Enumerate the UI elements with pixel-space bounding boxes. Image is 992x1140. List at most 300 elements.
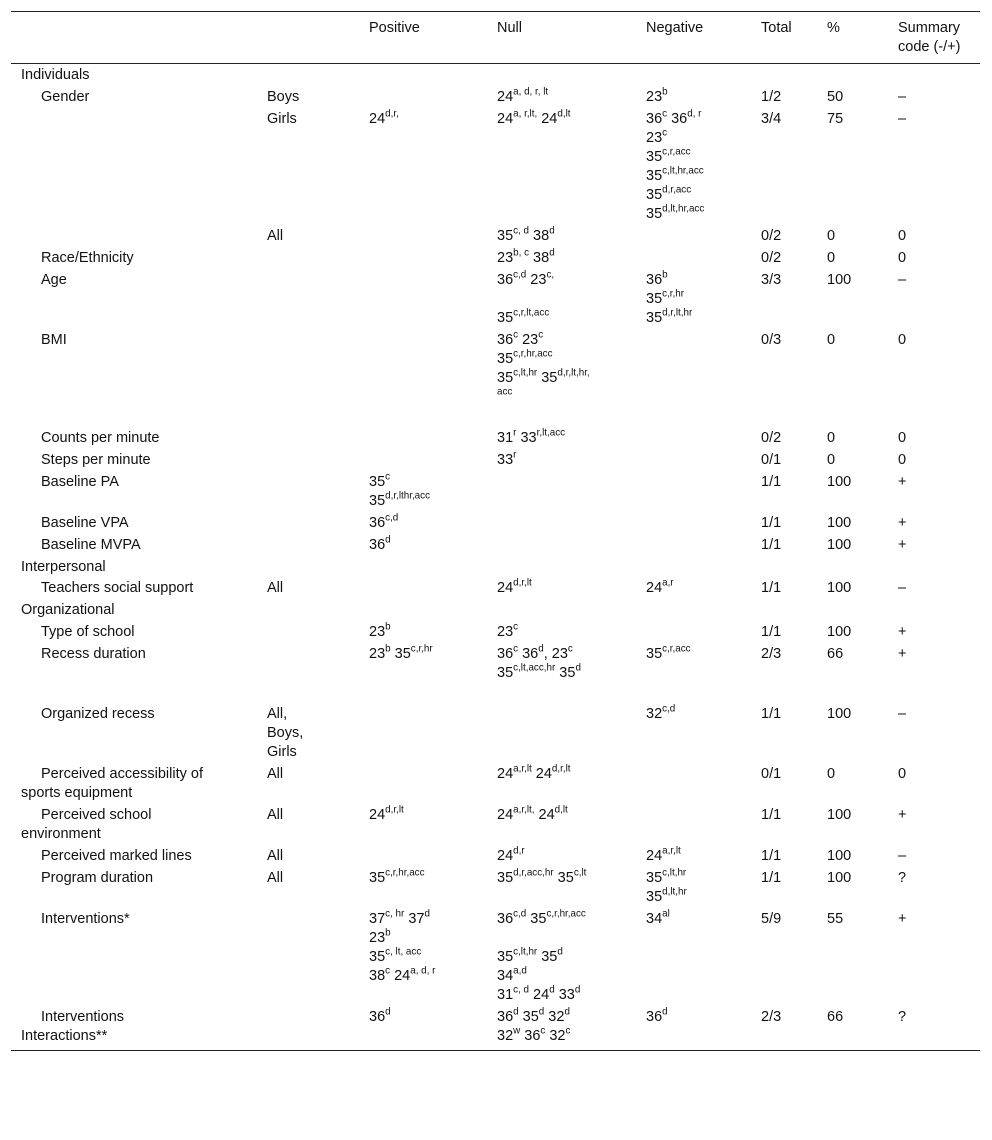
group-cell	[263, 86, 365, 108]
citation-line: $35^{c,r,lt,acc}$	[497, 307, 550, 326]
citation-line: 34$^{a,d}$	[497, 965, 527, 985]
citation-superscript: c	[513, 329, 519, 341]
positive-cell	[365, 908, 493, 1006]
table-row	[11, 225, 980, 247]
summary-code-cell: 0	[898, 429, 907, 446]
citation-line: 36$^d$	[369, 534, 391, 553]
variable-label	[21, 765, 259, 803]
variable-label-line: Perceived school	[41, 807, 152, 824]
variable-label	[21, 331, 259, 350]
citation-line: 23$^b$	[646, 86, 668, 105]
table-row	[11, 329, 980, 427]
citation-line	[497, 388, 638, 407]
variable-cell	[11, 804, 263, 845]
table-row	[11, 108, 980, 225]
group-line	[267, 536, 361, 555]
variable-label	[21, 249, 259, 268]
variable-label	[21, 869, 259, 888]
citation-superscript: d	[513, 1006, 519, 1018]
citation-superscript: d,r,lt	[551, 763, 571, 775]
header-summary-code: Summary code (-/+)	[894, 12, 980, 64]
citation-line: $35^{d,lt,hr,acc}$	[646, 203, 705, 222]
negative-cell	[642, 908, 757, 1006]
citation-superscript: a,r,lt	[662, 845, 681, 857]
variable-label-line: Interventions	[41, 1009, 125, 1026]
variable-label-line: Teachers social support	[41, 580, 194, 597]
table-row	[11, 534, 980, 556]
variable-label-line: Recess duration	[41, 646, 146, 663]
citation-line: 31$^{c, d}$ 24$^d$ 33$^d$	[497, 984, 581, 1004]
group-line: Boys	[267, 88, 300, 105]
percent-cell: 66	[827, 646, 844, 663]
summary-code-cell: ?	[894, 1006, 980, 1051]
null-cell	[493, 621, 642, 643]
citation-superscript: d,r,acc,hr	[513, 867, 554, 879]
negative-cell	[642, 845, 757, 867]
citation-line	[646, 765, 753, 784]
citation-line: $35^{c,lt,hr,acc}$	[646, 165, 704, 184]
citation-superscript: c	[567, 643, 573, 655]
summary-code-cell: –	[898, 271, 907, 288]
header-row	[11, 12, 980, 64]
citation-line: 32$^{c,d}$	[646, 703, 676, 723]
citation-line	[369, 331, 489, 350]
group-cell	[263, 763, 365, 804]
citation-line: 36$^c$ 36$^d$, 23$^c$	[497, 643, 573, 663]
negative-cell	[642, 1006, 757, 1051]
citation-superscript: c,d	[385, 512, 399, 524]
variable-label-line: BMI	[41, 331, 67, 348]
positive-cell	[365, 449, 493, 471]
citation-line: 23$^c$	[497, 621, 519, 641]
citation-superscript: d	[575, 662, 581, 674]
citation-superscript: d	[549, 225, 555, 237]
citation-line	[646, 623, 753, 642]
negative-cell	[642, 471, 757, 512]
citation-line: $35^{d,r,lthr,acc}$	[369, 490, 431, 509]
total-cell: 0/2	[761, 249, 782, 266]
variable-label-line: Race/Ethnicity	[41, 249, 134, 266]
negative-cell	[642, 512, 757, 534]
table-body	[11, 63, 980, 1051]
summary-code-cell: 0	[898, 451, 907, 468]
citation-line: 36$^{c,d}$ $23^{c,}$	[497, 269, 555, 288]
citation-line: 32$^w$ 36$^c$ 32$^c$	[497, 1025, 571, 1045]
citation-line: $35^{c,lt,hr}$ $35^{d,r,lt,hr,}$	[497, 367, 590, 386]
variable-cell	[11, 247, 263, 269]
citation-superscript: c,r,acc	[662, 643, 691, 655]
negative-cell	[642, 108, 757, 225]
summary-code-cell: +	[898, 536, 907, 553]
citation-superscript: c, hr	[385, 908, 405, 920]
citation-superscript: c	[662, 108, 668, 120]
total-cell: 0/3	[761, 331, 782, 348]
positive-cell	[365, 471, 493, 512]
header-negative: Negative	[642, 12, 757, 64]
percent-cell: 0	[827, 451, 836, 468]
group-cell	[263, 225, 365, 247]
variable-label	[21, 88, 259, 107]
citation-line: 35$^c$	[369, 471, 391, 490]
citation-line: $35^{c,r,acc}$	[646, 146, 691, 165]
negative-cell	[642, 534, 757, 556]
citation-superscript: d	[549, 984, 555, 996]
total-cell: 1/1	[761, 624, 782, 641]
group-cell	[263, 108, 365, 225]
variable-label-line: Perceived marked lines	[41, 848, 192, 865]
group-line: All	[267, 848, 284, 865]
citation-superscript: c	[513, 643, 519, 655]
negative-cell	[642, 804, 757, 845]
summary-code-cell: +	[898, 911, 907, 928]
variable-cell	[11, 703, 263, 763]
null-cell	[493, 867, 642, 908]
variable-label	[21, 847, 259, 866]
group-line: All	[267, 766, 284, 783]
citation-line: $35^{d,r,acc,hr}$ $35^{c,lt}$	[497, 867, 587, 887]
citation-superscript: a,r,lt	[513, 763, 532, 775]
citation-line	[646, 331, 753, 350]
percent-cell: 75	[827, 110, 844, 127]
percent-cell: 100	[827, 514, 852, 531]
group-line	[267, 1008, 361, 1027]
citation-superscript: c	[540, 1025, 546, 1037]
citation-line	[646, 249, 753, 268]
citation-line: 33$^r$	[497, 449, 517, 468]
citation-line: $24^{a,r,lt}$ $24^{d,r,lt}$	[497, 763, 571, 783]
citation-line	[646, 514, 753, 533]
group-cell	[263, 621, 365, 643]
group-cell	[263, 329, 365, 427]
citation-superscript: b, c	[513, 247, 530, 259]
null-cell	[493, 1006, 642, 1051]
citation-superscript: b	[385, 621, 391, 633]
citation-superscript: d,r,lt,hr	[662, 307, 693, 319]
variable-cell	[11, 867, 263, 908]
table-row	[11, 86, 980, 108]
citation-superscript: c	[385, 471, 391, 483]
variable-label	[21, 1008, 259, 1046]
citation-line: $35^{c,lt,acc,hr}$ 35$^d$	[497, 662, 581, 682]
citation-line	[369, 705, 489, 724]
group-cell	[263, 534, 365, 556]
citation-superscript: b	[385, 643, 391, 655]
null-cell	[493, 449, 642, 471]
header-total: Total	[757, 12, 823, 64]
citation-superscript: a, d, r, lt	[513, 86, 549, 98]
category-label: Interpersonal	[21, 558, 106, 575]
group-line: All	[267, 807, 284, 824]
citation-line: $35^{d,r,acc}$	[646, 184, 692, 203]
negative-cell	[642, 703, 757, 763]
citation-line: $24^{a, r,lt,}$ $24^{d,lt}$	[497, 108, 571, 127]
citation-line: $35^{c,r,hr,acc}$	[497, 348, 553, 367]
citation-superscript: d	[662, 1006, 668, 1018]
citation-line	[646, 806, 753, 825]
group-cell	[263, 269, 365, 329]
citation-superscript: d	[564, 1006, 570, 1018]
table-row	[11, 512, 980, 534]
variable-label-line: Interactions**	[21, 1028, 108, 1045]
citation-line	[369, 227, 489, 246]
percent-cell: 0	[827, 331, 836, 348]
positive-cell	[365, 763, 493, 804]
variable-cell	[11, 225, 263, 247]
group-cell	[263, 427, 365, 449]
variable-cell	[11, 621, 263, 643]
percent-cell: 0	[827, 429, 836, 446]
citation-line	[497, 514, 638, 533]
citation-line: $24^{d,r,lt}$	[369, 804, 404, 824]
group-cell	[263, 908, 365, 1006]
percent-cell: 66	[823, 1006, 894, 1051]
variable-label-line: Organized recess	[41, 706, 155, 723]
group-cell	[263, 703, 365, 763]
positive-cell	[365, 512, 493, 534]
total-cell: 0/1	[761, 766, 782, 783]
null-cell	[493, 908, 642, 1006]
citation-superscript: d	[574, 984, 581, 996]
variable-label-line: environment	[21, 826, 101, 843]
header-percent: %	[823, 12, 894, 64]
group-line	[267, 910, 361, 929]
negative-cell	[642, 269, 757, 329]
group-line: Girls	[267, 110, 297, 127]
citation-line: 36$^b$	[646, 269, 668, 288]
citation-line: 23$^b$	[369, 927, 391, 947]
citation-line: $35^{c,r,acc}$	[646, 643, 691, 663]
total-cell: 5/9	[761, 911, 782, 928]
citation-line: $35^{c,r,hr}$	[646, 288, 685, 307]
citation-superscript: c,lt,hr	[662, 867, 687, 879]
citation-line: $35^{d,r,lt,hr}$	[646, 307, 693, 326]
citation-line	[646, 473, 753, 492]
null-cell	[493, 108, 642, 225]
citation-superscript: c,r,lt,acc	[513, 307, 550, 319]
summary-code-cell: 0	[898, 766, 907, 783]
variable-label-line: Program duration	[41, 870, 154, 887]
summary-code-cell: –	[898, 848, 907, 865]
positive-cell	[365, 621, 493, 643]
total-cell: 1/2	[761, 88, 782, 105]
percent-cell: 100	[827, 706, 852, 723]
citation-line: 31$^r$ $33^{r,lt,acc}$	[497, 427, 566, 446]
citation-line	[369, 847, 489, 866]
category-row	[11, 63, 980, 85]
variable-cell	[11, 763, 263, 804]
percent-cell: 100	[827, 848, 852, 865]
group-line	[267, 645, 361, 664]
summary-code-cell: –	[898, 706, 907, 723]
summary-code-cell: –	[898, 88, 907, 105]
citation-line	[369, 271, 489, 290]
group-cell	[263, 247, 365, 269]
header-positive: Positive	[365, 12, 493, 64]
citation-line	[646, 227, 753, 246]
group-cell	[263, 804, 365, 845]
total-cell: 1/1	[761, 473, 782, 490]
citation-line	[369, 579, 489, 598]
group-cell	[263, 449, 365, 471]
citation-line: $35^{c,lt,hr}$ 35$^d$	[497, 946, 563, 966]
citation-superscript: d,lt	[557, 108, 571, 120]
total-cell: 2/3	[761, 646, 782, 663]
citation-line: $24^{d,r,}$	[369, 108, 399, 127]
citation-line	[369, 249, 489, 268]
percent-cell: 0	[827, 766, 836, 783]
summary-code-cell: +	[898, 514, 907, 531]
variable-label	[21, 271, 259, 290]
table-row	[11, 867, 980, 908]
null-cell	[493, 269, 642, 329]
citation-superscript: c	[385, 965, 391, 977]
summary-code-cell: 0	[898, 249, 907, 266]
positive-cell	[365, 643, 493, 703]
citation-line	[497, 705, 638, 724]
citation-superscript: c,lt,hr,acc	[662, 165, 704, 177]
null-cell	[493, 763, 642, 804]
total-cell: 2/3	[757, 1006, 823, 1051]
summary-code-cell: –	[898, 580, 907, 597]
negative-cell	[642, 577, 757, 599]
group-line: Girls	[267, 744, 297, 761]
citation-line	[497, 929, 638, 948]
variable-label-line: Perceived accessibility of	[41, 766, 203, 783]
table-row	[11, 247, 980, 269]
positive-cell	[365, 1006, 493, 1051]
group-line: All	[267, 870, 284, 887]
table-row	[11, 643, 980, 703]
citation-line: $24^{a,r,lt}$	[646, 845, 681, 865]
variable-cell	[11, 108, 263, 225]
total-cell: 1/1	[761, 536, 782, 553]
variable-label-line	[21, 227, 259, 246]
percent-cell: 50	[827, 88, 844, 105]
variable-cell	[11, 1006, 263, 1051]
citation-superscript: d,lt,hr	[662, 886, 687, 898]
negative-cell	[642, 449, 757, 471]
positive-cell	[365, 867, 493, 908]
positive-cell	[365, 845, 493, 867]
positive-cell	[365, 108, 493, 225]
null-cell	[493, 804, 642, 845]
citation-superscript: c,r,acc	[662, 146, 691, 158]
variable-label	[21, 429, 259, 448]
variable-label-line: sports equipment	[21, 785, 133, 802]
citation-line: 36$^{c,d}$	[369, 512, 399, 531]
negative-cell	[642, 643, 757, 703]
summary-code-cell: +	[898, 646, 907, 663]
citation-superscript: a, d, r	[410, 965, 436, 977]
variable-label-line: Counts per minute	[41, 429, 160, 446]
citation-superscript: c,lt	[573, 867, 587, 879]
table-row	[11, 804, 980, 845]
positive-cell	[365, 329, 493, 427]
citation-superscript: a, r,lt,	[513, 108, 538, 120]
positive-cell	[365, 427, 493, 449]
group-cell	[263, 867, 365, 908]
variable-label-line	[21, 110, 259, 129]
group-cell	[263, 643, 365, 703]
variable-cell	[11, 86, 263, 108]
table-row	[11, 908, 980, 1006]
variable-label-line: Gender	[41, 88, 90, 105]
citation-superscript: d,lt	[554, 804, 568, 816]
citation-line: 23$^b$	[369, 621, 391, 641]
citation-line	[646, 536, 753, 555]
citation-superscript: b	[662, 269, 668, 281]
negative-cell	[642, 427, 757, 449]
citation-line: $24^{a,r,lt,}$ $24^{d,lt}$	[497, 804, 568, 824]
citation-line	[497, 407, 638, 426]
variable-label-line: Interventions*	[41, 911, 130, 928]
citation-line	[369, 88, 489, 107]
citation-superscript: c,lt,hr	[513, 946, 538, 958]
table-row	[11, 427, 980, 449]
citation-superscript: d, r	[687, 108, 702, 120]
negative-cell	[642, 247, 757, 269]
total-cell: 0/1	[761, 451, 782, 468]
percent-cell: 0	[827, 249, 836, 266]
null-cell	[493, 86, 642, 108]
variable-label	[21, 705, 259, 724]
citation-line: 24$^{a,r}$	[646, 577, 674, 597]
negative-cell	[642, 867, 757, 908]
group-line	[267, 451, 361, 470]
citation-line	[369, 429, 489, 448]
positive-cell	[365, 269, 493, 329]
total-cell: 1/1	[761, 706, 782, 723]
variable-label-line: Type of school	[41, 624, 135, 641]
citation-line: $35^{c,lt,hr}$	[646, 867, 687, 887]
percent-cell: 0	[827, 227, 836, 244]
citation-superscript: b	[662, 86, 668, 98]
citation-superscript: d	[557, 946, 563, 958]
citation-line: 36$^d$	[369, 1006, 391, 1026]
variable-label	[21, 806, 259, 844]
citation-line: $35^{c,r,hr,acc}$	[369, 867, 425, 887]
citation-line: 36$^c$ 36$^{d, r}$	[646, 108, 702, 127]
citation-superscript: c,d	[513, 908, 527, 920]
citation-line: 38$^c$ 24$^{a, d, r}$	[369, 965, 436, 985]
group-line	[267, 271, 361, 290]
citation-superscript: c,r,hr	[410, 643, 433, 655]
citation-superscript: acc	[497, 386, 513, 398]
null-cell	[493, 247, 642, 269]
positive-cell	[365, 804, 493, 845]
citation-superscript: d,r,lt,hr,	[557, 367, 590, 379]
citation-line: $37^{c, hr}$ 37$^d$	[369, 908, 430, 928]
table-row	[11, 577, 980, 599]
total-cell: 1/1	[761, 848, 782, 865]
summary-code-cell: +	[898, 473, 907, 490]
category-label: Individuals	[21, 66, 90, 83]
variable-cell	[11, 534, 263, 556]
variable-label	[21, 110, 259, 129]
null-cell	[493, 329, 642, 427]
group-cell	[263, 512, 365, 534]
group-line	[267, 514, 361, 533]
citation-superscript: d	[549, 247, 555, 259]
positive-cell	[365, 86, 493, 108]
table-row	[11, 1006, 980, 1051]
citation-superscript: c	[538, 329, 544, 341]
summary-code-cell: +	[898, 624, 907, 641]
citation-superscript: c	[513, 621, 519, 633]
citation-superscript: r,lt,acc	[536, 427, 566, 439]
total-cell: 0/2	[761, 429, 782, 446]
percent-cell: 100	[827, 473, 852, 490]
